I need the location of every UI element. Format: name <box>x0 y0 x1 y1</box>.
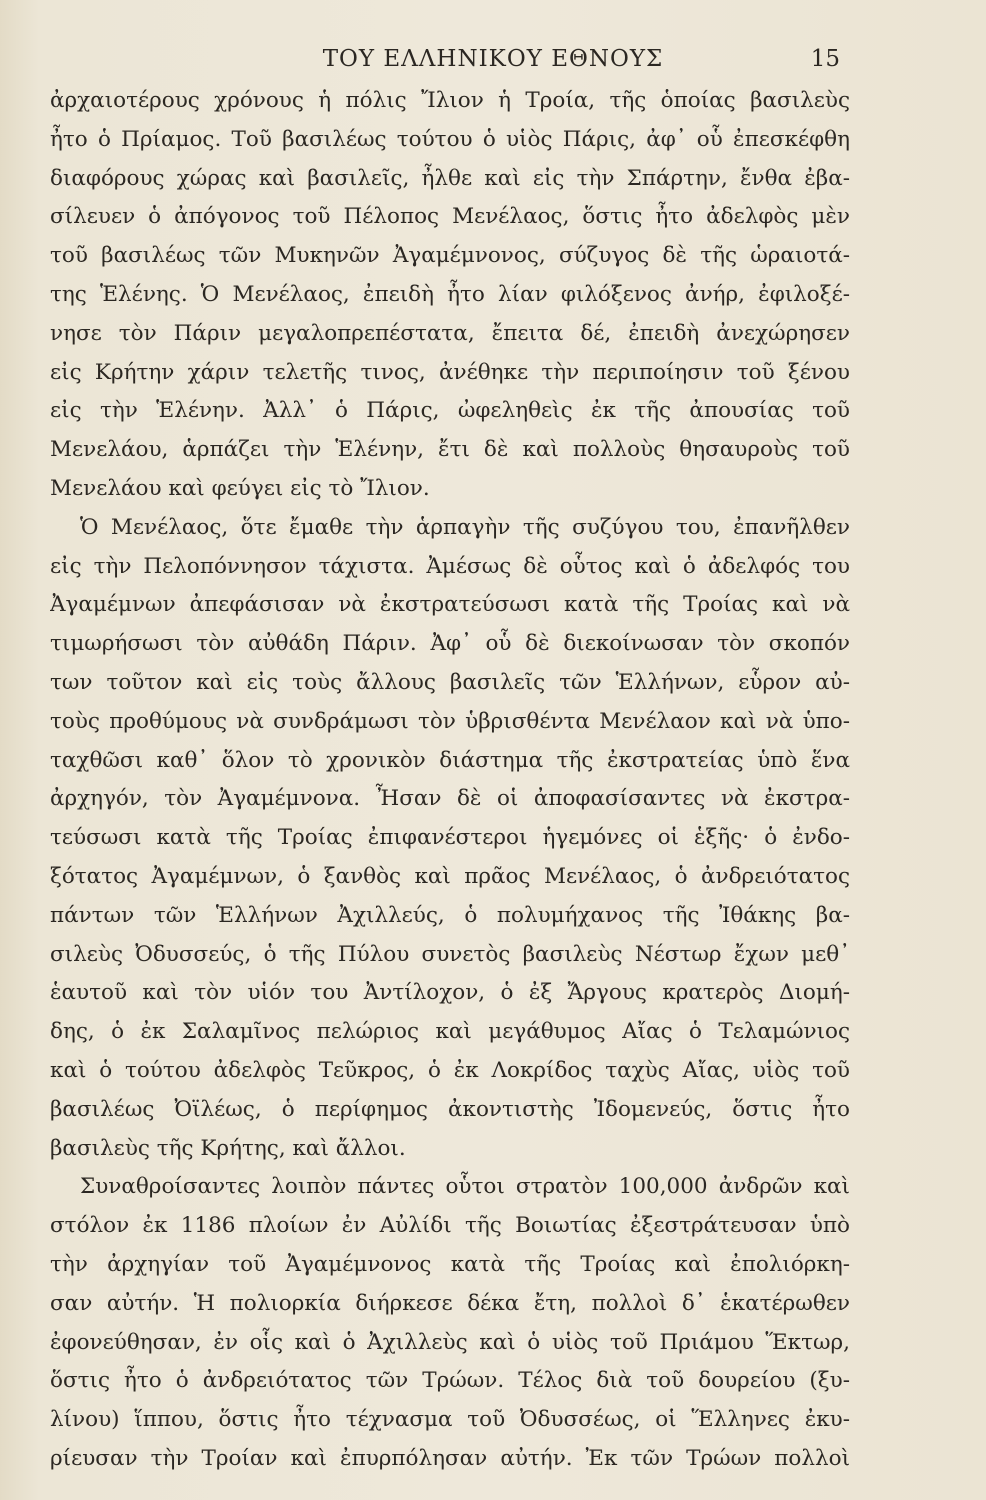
text-line: εἰς τὴν Πελοπόννησον τάχιστα. Ἀμέσως δὲ οὗτος καὶ ὁ ἀδελφός του <box>50 553 850 579</box>
text-line: ἀρχαιοτέρους χρόνους ἡ πόλις Ἴλιον ἡ Τροία, τῆς ὁποίας βασιλεὺς <box>50 88 850 113</box>
text-line: ταχθῶσι καθ᾽ ὅλον τὸ χρονικὸν διάστημα τῆς ἐκστρατείας ὑπὸ ἕνα <box>50 747 850 773</box>
text-line: τοῦ βασιλέως τῶν Μυκηνῶν Ἀγαμέμνονος, σύζυγος δὲ τῆς ὡραιοτά- <box>50 243 850 269</box>
text-line: των τοῦτον καὶ εἰς τοὺς ἄλλους βασιλεῖς τῶν Ἑλλήνων, εὗρον αὐ- <box>50 669 850 695</box>
text-line: της Ἑλένης. Ὁ Μενέλαος, ἐπειδὴ ἦτο λίαν φιλόξενος ἀνήρ, ἐφιλοξέ- <box>50 281 850 307</box>
text-line: εἰς Κρήτην χάριν τελετῆς τινος, ἀνέθηκε τὴν περιποίησιν τοῦ ξένου <box>50 359 850 385</box>
page-header <box>0 42 986 82</box>
text-line: Μενελάου, ἁρπάζει τὴν Ἑλένην, ἔτι δὲ καὶ πολλοὺς θησαυροὺς τοῦ <box>50 437 850 463</box>
text-line: δης, ὁ ἐκ Σαλαμῖνος πελώριος καὶ μεγάθυμος Αἴας ὁ Τελαμώνιος <box>50 1019 850 1045</box>
paragraph-end-line: Μενελάου καὶ φεύγει εἰς τὸ Ἴλιον. <box>50 475 430 501</box>
text-line: ὅστις ἦτο ὁ ἀνδρειότατος τῶν Τρώων. Τέλος διὰ τοῦ δουρείου (ξυ- <box>50 1368 850 1394</box>
text-line: τεύσωσι κατὰ τῆς Τροίας ἐπιφανέστεροι ἡγεμόνες οἱ ἑξῆς· ὁ ἐνδο- <box>50 825 850 851</box>
running-title: ΤΟΥ ΕΛΛΗΝΙΚΟΥ ΕΘΝΟΥΣ <box>322 46 664 72</box>
text-line: ἑαυτοῦ καὶ τὸν υἱόν του Ἀντίλοχον, ὁ ἐξ Ἄργους κρατερὸς Διομή- <box>50 980 850 1006</box>
text-line: τοὺς προθύμους νὰ συνδράμωσι τὸν ὑβρισθέντα Μενέλαον καὶ νὰ ὑπο- <box>50 708 850 734</box>
body-text <box>50 82 850 1479</box>
text-line: στόλον ἐκ 1186 πλοίων ἐν Αὐλίδι τῆς Βοιωτίας ἐξεστράτευσαν ὑπὸ <box>50 1213 850 1239</box>
text-line: σιλεὺς Ὀδυσσεύς, ὁ τῆς Πύλου συνετὸς βασιλεὺς Νέστωρ ἔχων μεθ᾽ <box>50 941 850 967</box>
text-line: τὴν ἀρχηγίαν τοῦ Ἀγαμέμνονος κατὰ τῆς Τροίας καὶ ἐπολιόρκη- <box>50 1251 850 1277</box>
text-line: ξότατος Ἀγαμέμνων, ὁ ξανθὸς καὶ πρᾶος Μενέλαος, ὁ ἀνδρειότατος <box>50 863 850 889</box>
text-line: καὶ ὁ τούτου ἀδελφὸς Τεῦκρος, ὁ ἐκ Λοκρίδος ταχὺς Αἴας, υἱὸς τοῦ <box>50 1057 850 1083</box>
text-line: ἀρχηγόν, τὸν Ἀγαμέμνονα. Ἦσαν δὲ οἱ ἀποφασίσαντες νὰ ἐκστρα- <box>50 786 850 812</box>
text-line: ἦτο ὁ Πρίαμος. Τοῦ βασιλέως τούτου ὁ υἱὸς Πάρις, ἀφ᾽ οὗ ἐπεσκέφθη <box>50 126 850 152</box>
text-line: ἐφονεύθησαν, ἐν οἷς καὶ ὁ Ἀχιλλεὺς καὶ ὁ υἱὸς τοῦ Πριάμου Ἕκτωρ, <box>50 1329 850 1355</box>
text-line: σίλευεν ὁ ἀπόγονος τοῦ Πέλοπος Μενέλαος, ὅστις ἦτο ἀδελφὸς μὲν <box>50 204 850 230</box>
text-line: διαφόρους χώρας καὶ βασιλεῖς, ἦλθε καὶ εἰς τὴν Σπάρτην, ἔνθα ἐβα- <box>50 165 850 191</box>
text-line: νησε τὸν Πάριν μεγαλοπρεπέστατα, ἔπειτα δέ, ἐπειδὴ ἀνεχώρησεν <box>50 320 850 346</box>
paragraph-end-line: βασιλεὺς τῆς Κρήτης, καὶ ἄλλοι. <box>50 1135 406 1161</box>
text-line: λίνου) ἵππου, ὅστις ἦτο τέχνασμα τοῦ Ὀδυσσέως, οἱ Ἕλληνες ἐκυ- <box>50 1407 850 1433</box>
page-number: 15 <box>810 46 840 72</box>
paragraph-start-line: Ὁ Μενέλαος, ὅτε ἔμαθε τὴν ἁρπαγὴν τῆς συζύγου του, ἐπανῆλθεν <box>80 514 850 540</box>
text-line: πάντων τῶν Ἑλλήνων Ἀχιλλεύς, ὁ πολυμήχανος τῆς Ἰθάκης βα- <box>50 902 850 928</box>
paragraph-start-line: Συναθροίσαντες λοιπὸν πάντες οὗτοι στρατὸν 100,000 ἀνδρῶν καὶ <box>80 1174 850 1200</box>
text-line: βασιλέως Ὀϊλέως, ὁ περίφημος ἀκοντιστὴς Ἰδομενεύς, ὅστις ἦτο <box>50 1096 850 1122</box>
text-line: Ἀγαμέμνων ἀπεφάσισαν νὰ ἐκστρατεύσωσι κατὰ τῆς Τροίας καὶ νὰ <box>50 592 850 618</box>
text-line: τιμωρήσωσι τὸν αὐθάδη Πάριν. Ἀφ᾽ οὗ δὲ διεκοίνωσαν τὸν σκοπόν <box>50 631 850 657</box>
text-line: σαν αὐτήν. Ἡ πολιορκία διήρκεσε δέκα ἔτη, πολλοὶ δ᾽ ἑκατέρωθεν <box>50 1290 850 1316</box>
text-line: ρίευσαν τὴν Τροίαν καὶ ἐπυρπόλησαν αὐτήν. Ἐκ τῶν Τρώων πολλοὶ <box>50 1445 850 1471</box>
text-line: εἰς τὴν Ἑλένην. Ἀλλ᾽ ὁ Πάρις, ὠφεληθεὶς ἐκ τῆς ἀπουσίας τοῦ <box>50 398 850 424</box>
